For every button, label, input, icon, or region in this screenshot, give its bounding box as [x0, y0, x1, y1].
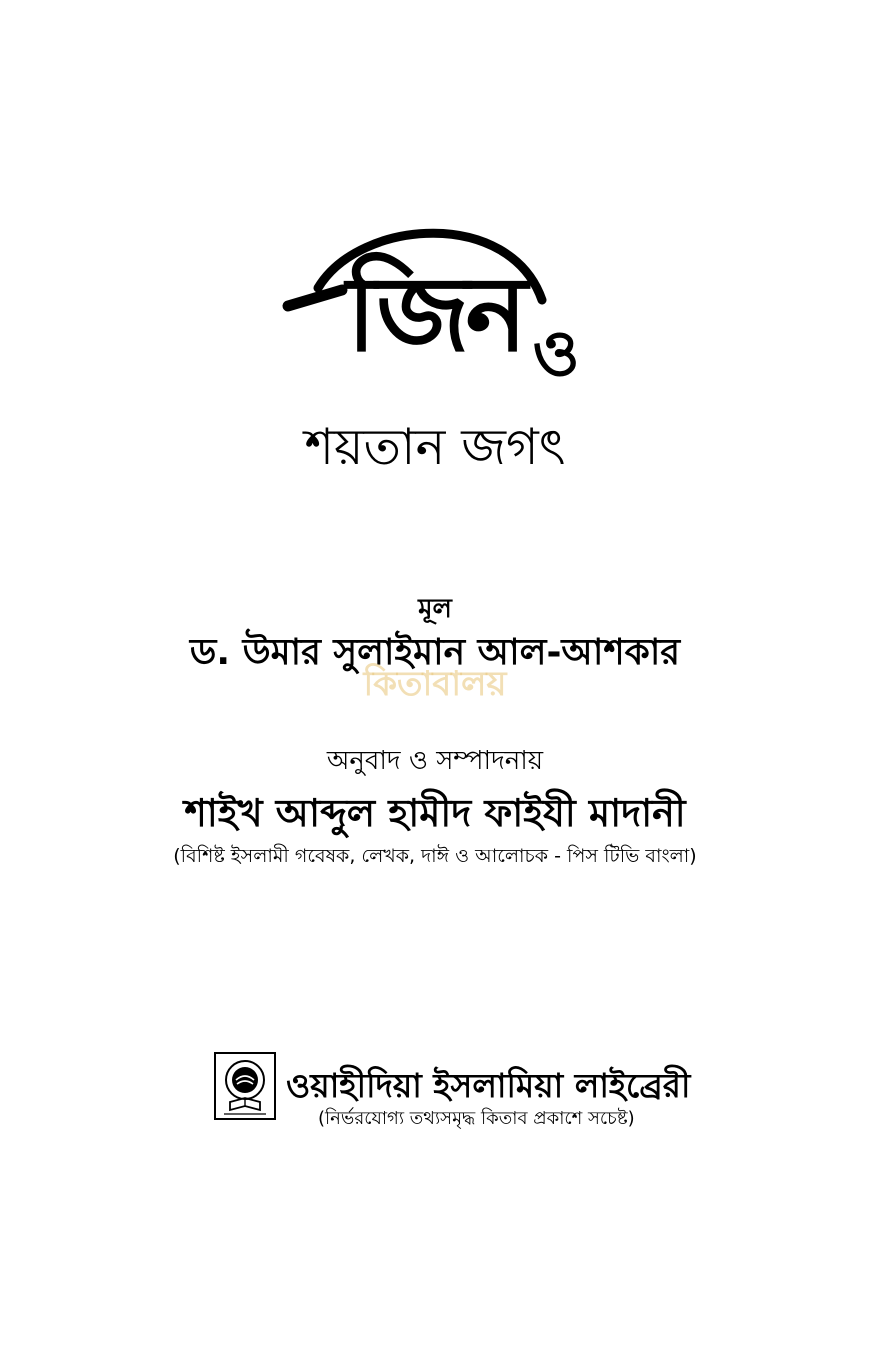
watermark-text: কিতাবালয় — [363, 664, 507, 704]
book-title-main: জিন — [346, 253, 524, 375]
original-author-name: ড. উমার সুলাইমান আল-আশকার — [189, 632, 681, 673]
book-title-conjunction: ও — [532, 317, 580, 391]
translation-label: অনুবাদ ও সম্পাদনায় — [326, 746, 544, 776]
publisher-tagline: (নির্ভরযোগ্য তথ্যসমৃদ্ধ কিতাব প্রকাশে সচেষ্ট) — [318, 1108, 635, 1129]
publisher-seal-icon — [214, 1052, 276, 1120]
publisher-name: ওয়াহীদিয়া ইসলামিয়া লাইব্রেরী — [286, 1066, 691, 1105]
translator-description: (বিশিষ্ট ইসলামী গবেষক, লেখক, দাঈ ও আলোচক - পিস টিভি বাংলা) — [173, 845, 697, 867]
translator-name: শাইখ আব্দুল হামীদ ফাইযী মাদানী — [184, 791, 686, 835]
original-author-label: মূল — [418, 594, 452, 624]
book-title-subtitle: শয়তান জগৎ — [304, 418, 566, 476]
